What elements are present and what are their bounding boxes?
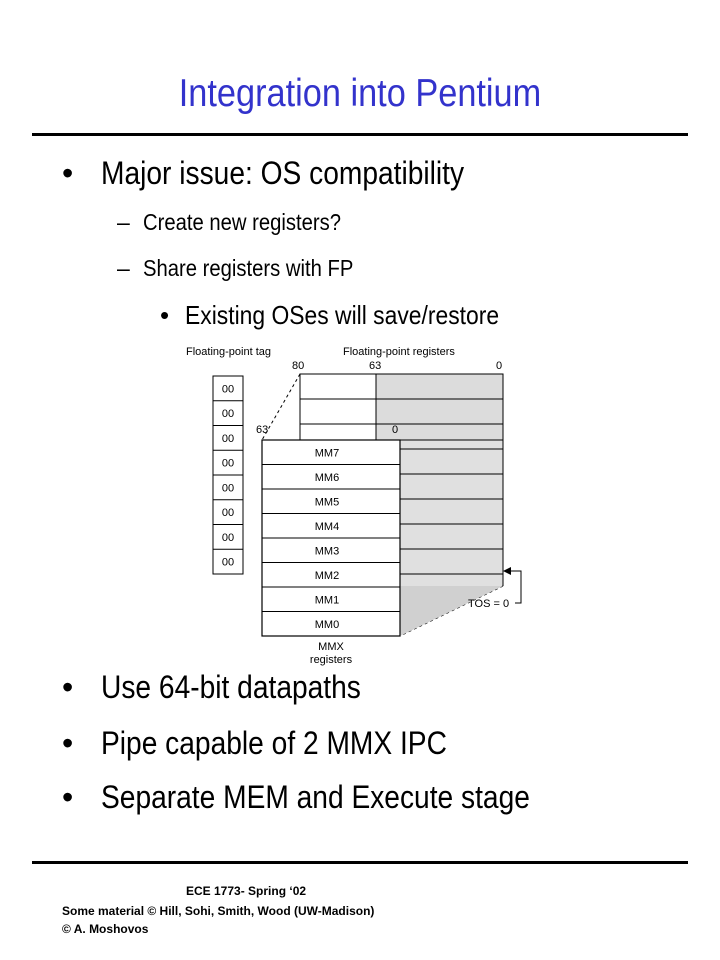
fp-tag-value: 00 <box>221 507 235 520</box>
bullet-mmx-ipc: Pipe capable of 2 MMX IPC <box>101 725 447 761</box>
bullet-64bit-datapaths: Use 64-bit datapaths <box>101 669 361 705</box>
mmx-register-stack <box>256 424 400 636</box>
footer-credit: Some material © Hill, Sohi, Smith, Wood (UW-Madison) <box>62 904 375 918</box>
fp-tag-label: Floating-point tag <box>186 346 271 358</box>
mmx-register-label: MM3 <box>314 545 340 558</box>
bit-63-label: 63 <box>369 360 382 372</box>
bit-80-label: 80 <box>292 360 305 372</box>
mmx-register-label: MM5 <box>314 496 340 509</box>
footer-rule <box>32 861 688 864</box>
fp-tag-value: 00 <box>221 556 235 569</box>
mmx-register-label: MM1 <box>314 594 340 607</box>
mmx-register-label: MM2 <box>314 569 340 582</box>
bullet-marker: • <box>62 669 74 705</box>
fp-tag-value: 00 <box>221 457 235 470</box>
bit-0-front-label: 0 <box>392 424 399 436</box>
sub-sub-bullet-marker: • <box>160 300 170 330</box>
mmx-caption-line2: registers <box>309 654 353 666</box>
bullet-marker: • <box>62 725 74 761</box>
footer-course: ECE 1773- Spring ‘02 <box>186 884 307 898</box>
sub-bullet-share-registers: Share registers with FP <box>143 255 354 281</box>
mmx-caption-line1: MMX <box>318 641 344 653</box>
bullet-os-compatibility: Major issue: OS compatibility <box>101 155 465 191</box>
mmx-register-label: MM4 <box>314 520 340 533</box>
fp-tag-value: 00 <box>221 383 235 396</box>
sub-bullet-new-registers: Create new registers? <box>143 209 341 235</box>
footer-author: © A. Moshovos <box>62 922 149 936</box>
fp-registers-label: Floating-point registers <box>343 346 455 358</box>
slide-title: Integration into Pentium <box>178 72 542 115</box>
bullet-mem-execute: Separate MEM and Execute stage <box>101 779 530 815</box>
sub-bullet-marker: – <box>117 209 130 235</box>
mmx-register-label: MM6 <box>314 471 340 484</box>
bullet-marker: • <box>62 779 74 815</box>
sub-sub-bullet-save-restore: Existing OSes will save/restore <box>185 300 500 330</box>
mmx-register-label: MM0 <box>314 618 340 631</box>
tos-label: TOS = 0 <box>468 598 510 610</box>
fp-tag-value: 00 <box>221 432 235 445</box>
bit-0-label: 0 <box>496 360 503 372</box>
fp-tag-value: 00 <box>221 408 235 421</box>
fp-tag-column <box>213 376 243 574</box>
bullet-marker: • <box>62 155 74 191</box>
bit-63-front-label: 63 <box>256 424 269 436</box>
fp-tag-value: 00 <box>221 531 235 544</box>
mmx-register-label: MM7 <box>314 447 340 460</box>
sub-bullet-marker: – <box>117 255 130 281</box>
fp-tag-value: 00 <box>221 482 235 495</box>
